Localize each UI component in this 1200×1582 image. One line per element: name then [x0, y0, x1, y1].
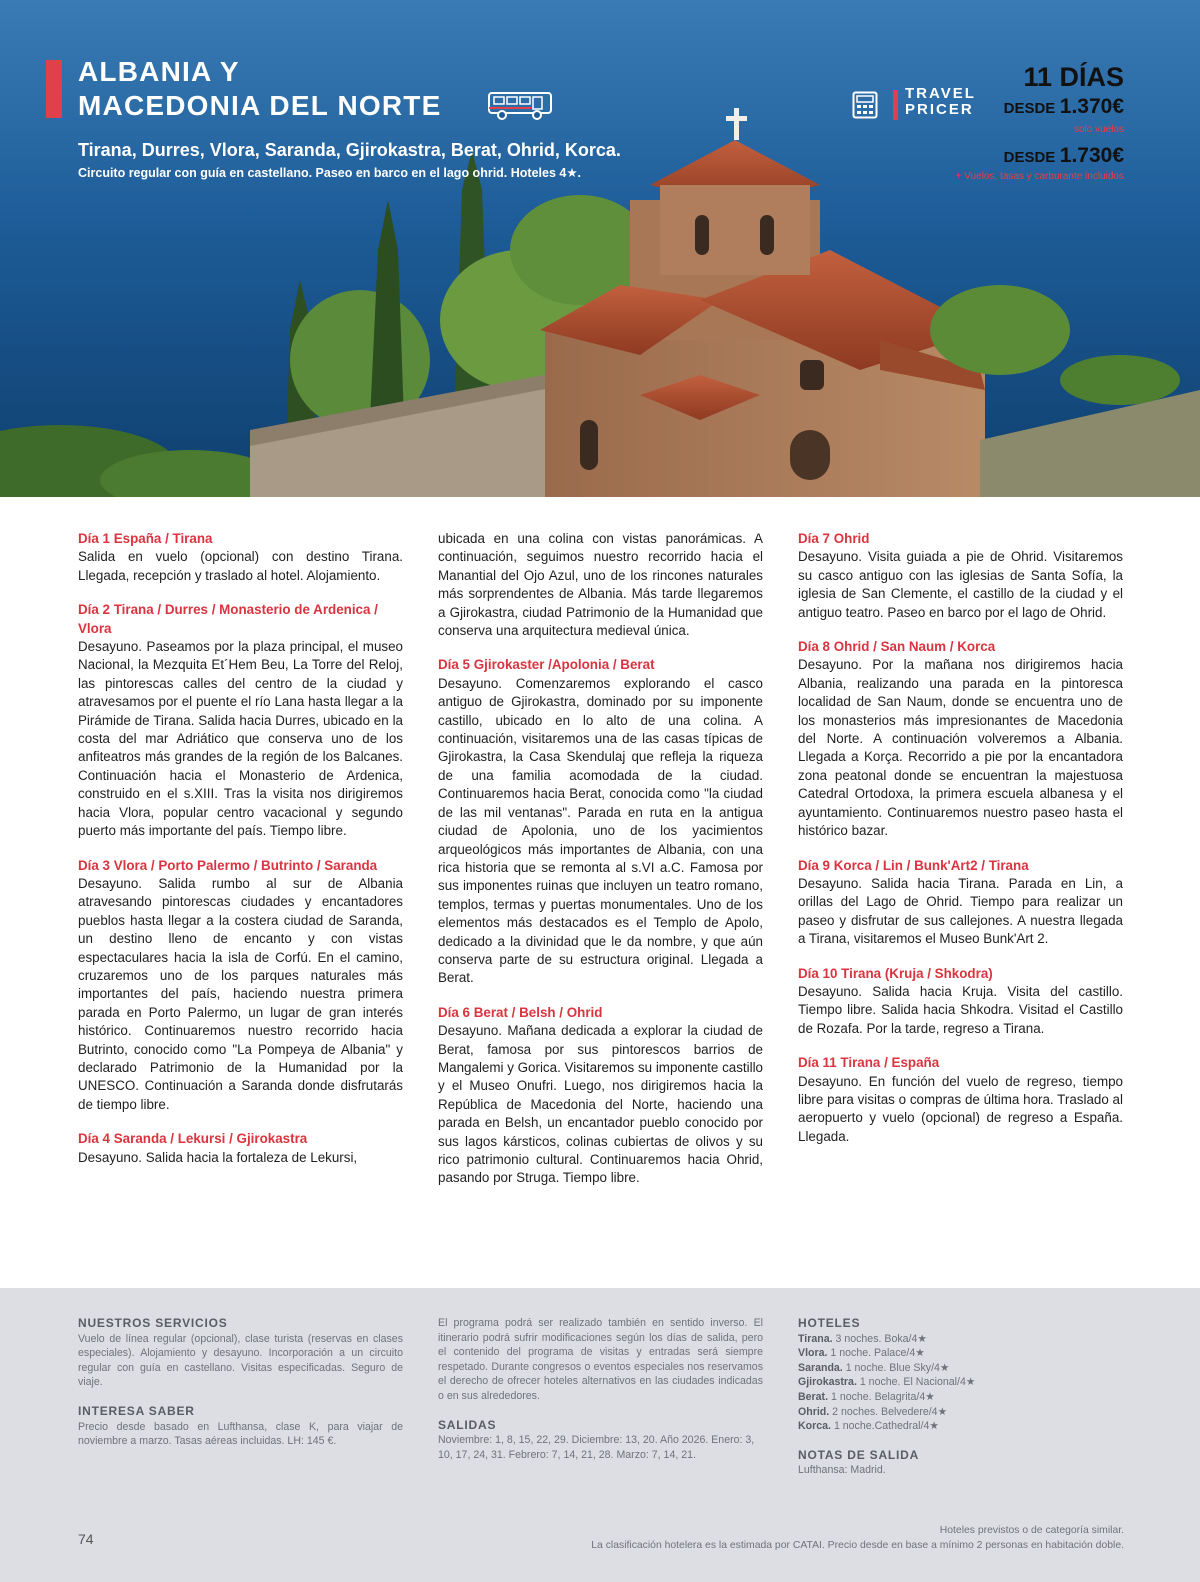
fine-print: [591, 1523, 1124, 1553]
travel-pricer-line2: PRICER: [905, 101, 974, 118]
footer-column-1: [78, 1316, 403, 1463]
hotel-detail: 1 noche. El Nacional/4★: [859, 1376, 976, 1389]
day-description: Salida en vuelo (opcional) con destino Tirana. Llegada, recepción y traslado al hotel. Alojamiento.: [78, 549, 403, 583]
calculator-icon: [852, 91, 878, 119]
services-section: [78, 1316, 403, 1390]
itinerary-day-1: [78, 530, 403, 585]
tour-title-line2: MACEDONIA DEL NORTE: [78, 90, 442, 121]
itinerary-day-9: [798, 857, 1123, 949]
itinerary-day-5: [438, 656, 763, 987]
salidas-heading: SALIDAS: [438, 1417, 497, 1432]
itinerary-column-1: [78, 530, 403, 1183]
hotel-detail: 1 noche. Blue Sky/4★: [845, 1361, 950, 1374]
hotel-row: [798, 1332, 1123, 1347]
hotel-row: [798, 1346, 1123, 1361]
notas-heading: NOTAS DE SALIDA: [798, 1447, 920, 1462]
price-flights-only: [1004, 95, 1124, 119]
price-full: [1004, 144, 1124, 168]
page-number: 74: [78, 1531, 94, 1547]
price2-note: + Vuelos, tasas y carburante incluidos: [955, 171, 1124, 182]
day-title: Día 2 Tirana / Durres / Monasterio de Ardenica / Vlora: [78, 602, 378, 636]
tour-summary: Circuito regular con guía en castellano. Paseo en barco en el lago ohrid. Hoteles 4★.: [78, 166, 582, 180]
day-description: Desayuno. Salida hacia Tirana. Parada en Lin, a orillas del Lago de Ohrid. Tiempo para realizar un paseo y disfrutar de sus callejones. A nuestra llegada a Tirana, visitaremos el Museo Bunk'Art 2.: [798, 875, 1123, 947]
price1-value: 1.370€: [1059, 95, 1124, 118]
hotel-detail: 2 noches. Belvedere/4★: [832, 1405, 948, 1418]
price1-note: solo vuelos: [1073, 124, 1124, 135]
services-heading: NUESTROS SERVICIOS: [78, 1316, 228, 1330]
interesa-text: Precio desde basado en Lufthansa, clase K, para viajar de noviembre a marzo. Tasas aéreas incluidas. LH: 145 €.: [78, 1420, 403, 1448]
day-title: Día 7 Ohrid: [798, 531, 870, 546]
hotel-detail: 1 noche. Belagrita/4★: [830, 1390, 935, 1403]
day-description: Desayuno. Por la mañana nos dirigiremos hacia Albania, realizando una parada en la pintoresca localidad de San Naum, donde se encuentra uno de los monasterios más impresionantes de Macedonia del Norte. A continuación volveremos a Albania. Llegada a Korça. Recorrido a pie por la encantadora zona peatonal donde se encuentran la majestuosa Catedral Ortodoxa, la primera escuela albanesa y el ayuntamiento. Continuaremos nuestro paseo hasta el histórico bazar.: [798, 657, 1123, 839]
day-description: Desayuno. Salida rumbo al sur de Albania atravesando pintorescas ciudades y encantadores pueblos hasta llegar a la costera ciudad de Saranda, un destino lleno de encanto y con vistas espectaculares hacia la isla de Corfú. En el camino, cruzaremos uno de los parques naturales más importantes del país, haciendo nuestra primera parada en Porto Palermo, un lugar de gran interés histórico. Continuaremos nuestro recorrido hacia Butrinto, conocido como "La Pompeya de Albania" y declarado Patrimonio de la Humanidad por la UNESCO. Continuación a Saranda donde disfrutarás de tiempo libre.: [78, 875, 403, 1112]
day-description: Desayuno. Comenzaremos explorando el casco antiguo de Gjirokastra, dominado por su imponente castillo, ubicado en lo alto de una colina. A continuación, visitaremos una de las casas típicas de Gjirokastra, la Casa Skendulaj que refleja la riqueza de una familia acomodada de la ciudad. Continuaremos hacia Berat, conocida como "la ciudad de las mil ventanas". Parada en ruta en la antigua ciudad de Apolonia, uno de los yacimientos arqueológicos más importantes de Albania, con una rica historia que se remonta al s.VI a.C. Famosa por sus imponentes ruinas que incluyen un teatro romano, templos, termas y puertas monumentales. Uno de los elementos más destacados es el Templo de Apolo, dedicado a la divinidad que le da nombre, y que aún conserva parte de su estructura original. Llegada a Berat.: [438, 675, 763, 986]
itinerary-day-4: [78, 1130, 403, 1167]
price2-label: DESDE: [1003, 149, 1056, 166]
travel-pricer-accent: [893, 90, 898, 120]
notas-text: Lufthansa: Madrid.: [798, 1464, 886, 1477]
interesa-section: [78, 1404, 403, 1449]
hotel-detail: 1 noche.Cathedral/4★: [833, 1420, 939, 1433]
hotel-city: Ohrid.: [798, 1405, 830, 1418]
footer-column-2: [438, 1316, 763, 1476]
day-title: Día 5 Gjirokaster /Apolonia / Berat: [438, 657, 655, 673]
day-title: Día 4 Saranda / Lekursi / Gjirokastra: [78, 1131, 308, 1147]
day-description: Desayuno. Paseamos por la plaza principal, el museo Nacional, la Mezquita Et´Hem Beu, La Torre del Reloj, las pintorescas calles del centro de la ciudad y atravesamos por el puente el río Lana hasta llegar a la Pirámide de Tirana. Salida hacia Durres, ubicado en la costa del mar Adriático que conserva uno de los anfiteatros más grandes de la región de los Balcanes. Continuación hacia el Monasterio de Ardenica, construido en el s.XIII. Tras la visita nos dirigiremos hacia Vlora, popular centro vacacional y segundo puerto más importante del país. Tiempo libre.: [78, 639, 403, 839]
day-title: Día 10 Tirana (Kruja / Shkodra): [798, 965, 993, 981]
hotel-row: [798, 1405, 1123, 1420]
hoteles-heading: HOTELES: [798, 1316, 861, 1330]
salidas-text: Noviembre: 1, 8, 15, 22, 29. Diciembre: 13, 20. Año 2026. Enero: 3, 10, 17, 24, 31. Febrero: 7, 14, 21, 28. Marzo: 7, 14, 21.: [438, 1434, 755, 1461]
travel-pricer-logo: [905, 86, 976, 118]
price2-value: 1.730€: [1059, 144, 1124, 167]
itinerary-day-10: [798, 965, 1123, 1039]
fine-print-line1: Hoteles previstos o de categoría similar.: [939, 1525, 1124, 1536]
itinerary-day-11: [798, 1054, 1123, 1146]
day-title: Día 3 Vlora / Porto Palermo / Butrinto / Saranda: [78, 857, 378, 873]
day-title: Día 9 Korca / Lin / Bunk'Art2 / Tirana: [798, 857, 1029, 873]
interesa-heading: INTERESA SABER: [78, 1403, 195, 1418]
salidas-section: [438, 1418, 763, 1463]
hotel-city: Gjirokastra.: [798, 1376, 857, 1389]
day-4-continuation: ubicada en una colina con vistas panorámicas. A continuación, seguimos nuestro recorrido hacia el Manantial del Ojo Azul, uno de los rincones naturales más sorprendentes de Albania. Más tarde llegaremos a Gjirokastra, ciudad Patrimonio de la Humanidad que conserva una arquitectura medieval única.: [438, 531, 763, 639]
services-text: Vuelo de línea regular (opcional), clase turista (reservas en clases especiales). Alojamiento y desayuno. Incorporación a un circuito regular con guía en castellano. Visitas especificadas. Seguro de viaje.: [78, 1332, 403, 1389]
itinerary-day-7: [798, 530, 1123, 622]
program-notes: El programa podrá ser realizado también en sentido inverso. El itinerario podrá sufrir modificaciones según los días de salida, pero el contenido del programa de visitas y entradas será siempre respetado. Durante congresos o eventos especiales nos reservamos el derecho de ofrecer hoteles alternativos en las ciudades indicadas o en sus alrededores.: [438, 1317, 763, 1402]
notas-section: [798, 1448, 1123, 1478]
tour-cities: Tirana, Durres, Vlora, Saranda, Gjirokastra, Berat, Ohrid, Korca.: [78, 140, 621, 160]
fine-print-line2: La clasificación hotelera es la estimada por CATAI. Precio desde en base a mínimo 2 personas en habitación doble.: [591, 1540, 1124, 1551]
travel-pricer-line1: TRAVEL: [905, 85, 976, 102]
tour-title: [78, 55, 441, 123]
day-title: Día 11 Tirana / España: [798, 1055, 940, 1071]
itinerary-column-3: [798, 530, 1123, 1162]
hotel-city: Saranda.: [798, 1361, 843, 1374]
footer-column-3: [798, 1316, 1123, 1492]
day-description: Desayuno. Salida hacia Kruja. Visita del castillo. Tiempo libre. Salida hacia Shkodra. Visitad el Castillo de Rozafa. Por la tarde, regreso a Tirana.: [798, 983, 1123, 1036]
hotel-row: [798, 1390, 1123, 1405]
tour-title-line1: ALBANIA Y: [78, 56, 240, 87]
itinerary-column-2: [438, 530, 763, 1204]
hotel-city: Vlora.: [798, 1347, 828, 1360]
hotel-city: Berat.: [798, 1390, 829, 1403]
day-description: Desayuno. Mañana dedicada a explorar la ciudad de Berat, famosa por sus pintorescos barrios de Mangalemi y Gorica. Visitaremos su imponente castillo y el Museo Onufri. Luego, nos dirigiremos hacia la República de Macedonia del Norte, haciendo una parada en Belsh, un encantador pueblo conocido por sus lagos kársticos, colinas cubiertas de olivos y su rico patrimonio cultural. Continuaremos hacia Ohrid, pasando por Struga. Tiempo libre.: [438, 1023, 763, 1186]
title-accent-bar: [46, 60, 62, 118]
day-description: Desayuno. Salida hacia la fortaleza de Lekursi,: [78, 1149, 358, 1165]
itinerary-day-3: [78, 857, 403, 1115]
itinerary-day-6: [438, 1004, 763, 1188]
hotel-city: Korca.: [798, 1420, 831, 1433]
hotel-row: [798, 1419, 1123, 1434]
hotel-row: [798, 1361, 1123, 1376]
hoteles-section: [798, 1316, 1123, 1434]
price1-label: DESDE: [1003, 100, 1056, 117]
day-title: Día 8 Ohrid / San Naum / Korca: [798, 639, 996, 655]
day-description: Desayuno. En función del vuelo de regreso, tiempo libre para visitas o compras de última hora. Traslado al aeropuerto y vuelo (opcional) de regreso a España. Llegada.: [798, 1073, 1123, 1144]
tour-duration: 11 DÍAS: [1023, 62, 1124, 92]
itinerary-day-2: [78, 601, 403, 840]
hotel-detail: 3 noches. Boka/4★: [835, 1332, 927, 1345]
hotel-row: [798, 1375, 1123, 1390]
hotel-city: Tirana.: [798, 1332, 833, 1345]
day-title: Día 6 Berat / Belsh / Ohrid: [438, 1004, 603, 1020]
bus-icon: [487, 90, 553, 122]
itinerary-day-8: [798, 638, 1123, 840]
day-title: Día 1 España / Tirana: [78, 531, 213, 546]
hotel-detail: 1 noche. Palace/4★: [830, 1347, 925, 1360]
day-description: Desayuno. Visita guiada a pie de Ohrid. Visitaremos su casco antiguo con las iglesias de Santa Sofía, la iglesia de San Clemente, el castillo de la ciudad y el antiguo teatro. Paseo en barco por el lago de Ohrid.: [798, 549, 1123, 620]
